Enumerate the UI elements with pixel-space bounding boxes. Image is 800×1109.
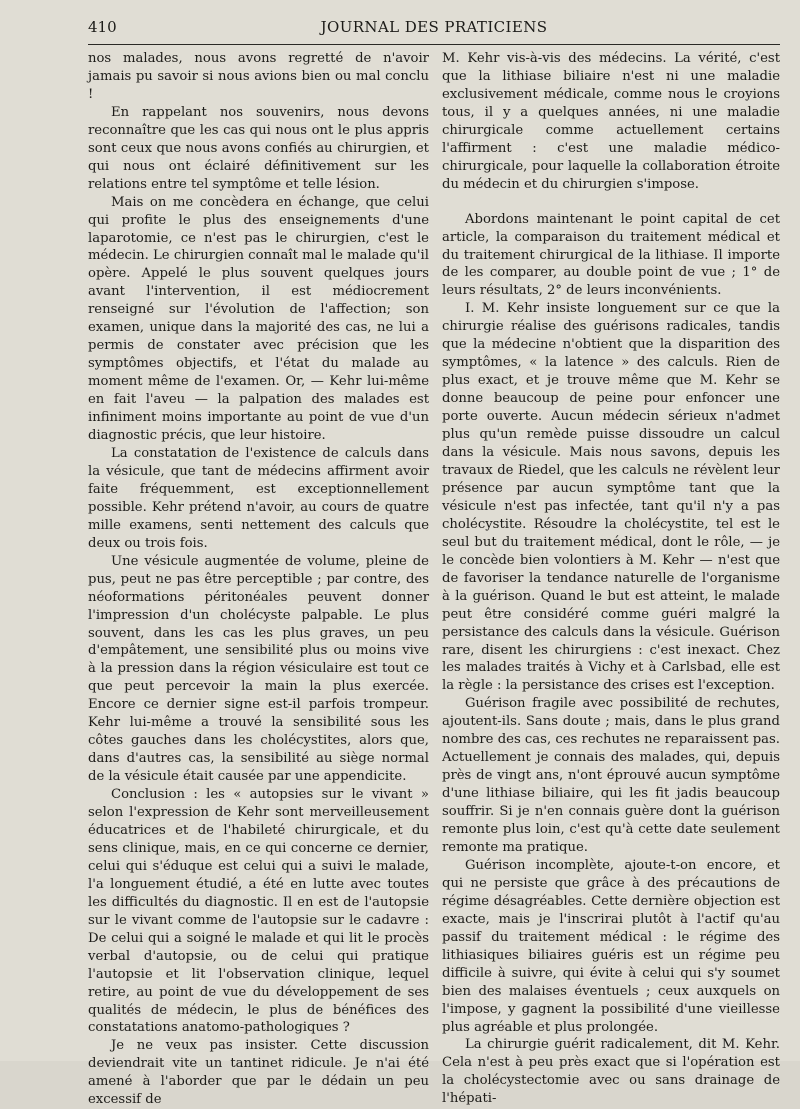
paragraph: Guérison fragile avec possibilité de rechutes, ajoutent-ils. Sans doute ; mais, dans le plus grand nombre des cas, ces rechutes ne reparaissent pas. Actuellement je connais des malades, qui, depuis près de vingt ans, n'ont éprouvé aucun symptôme d'une lithiase biliaire, qui les fit jadis beaucoup souffrir. Si je n'en connais guère dont la guérison remonte plus loin, c'est qu'à cette date seulement remonte ma pratique. (442, 696, 780, 855)
paragraph: I. M. Kehr insiste longuement sur ce que la chirurgie réalise des guérisons radicales, tandis que la médecine n'obtient que la disparition des symptômes, « la latence » des calculs. Rien de plus exact, et je trouve même que M. Kehr se donne beaucoup de peine pour enfoncer une porte ouverte. Aucun médecin sérieux n'admet plus qu'un remède puisse dissoudre un calcul dans la vésicule. Mais nous savons, depuis les travaux de Riedel, que les calculs ne révèlent leur présence par aucun symptôme tant que la vésicule n'est pas infectée, tant qu'il n'y a pas cholécystite. Résoudre la cholécystite, tel est le seul but du traitement médical, dont le rôle, — je le concède bien volontiers à M. Kehr — n'est que de favoriser la tendance naturelle de l'organisme à la guérison. Quand le but est atteint, le malade peut être considéré comme guéri malgré la persistance des calculs dans la vésicule. Guérison rare, disent les chirurgiens : c'est inexact. Chez les malades traités à Vichy et à Carlsbad, elle est la règle : la persistance des crises est l'exception. (442, 301, 780, 694)
left-column (88, 50, 429, 1108)
paragraph: Abordons maintenant le point capital de cet article, la comparaison du traitement médical et du traitement chirurgical de la lithiase. Il importe de les comparer, au double point de vue ; 1° de leurs résultats, 2° de leurs inconvénients. (442, 211, 780, 299)
paragraph: M. Kehr vis-à-vis des médecins. La vérité, c'est que la lithiase biliaire n'est ni une maladie exclusivement médicale, comme nous le croyions tous, il y a quelques années, ni une maladie chirurgicale comme actuellement certains l'affirment : c'est une maladie médico-chirurgicale, pour laquelle la collaboration étroite du médecin et du chirurgien s'impose. (442, 51, 780, 192)
paragraph: Mais on me concèdera en échange, que celui qui profite le plus des enseignements d'une laparotomie, ce n'est pas le chirurgien, c'est le médecin. Le chirurgien connaît mal le malade qu'il opère. Appelé le plus souvent quelques jours avant l'intervention, il est médiocrement renseigné sur l'évolution de l'affection; son examen, unique dans la majorité des cas, ne lui a permis de constater avec précision que les symptômes objectifs, et l'état du malade au moment même de l'examen. Or, — Kehr lui-même en fait l'aveu — la palpation des malades est infiniment moins importante au point de vue d'un diagnostic précis, que leur histoire. (88, 194, 429, 444)
running-title: JOURNAL DES PRATICIENS (320, 18, 548, 36)
page-header (88, 18, 780, 44)
paragraph: La chirurgie guérit radicalement, dit M. Kehr. Cela n'est à peu près exact que si l'opération est la cholécystectomie avec ou sans drainage de l'hépati- (442, 1037, 780, 1107)
paragraph: nos malades, nous avons regretté de n'avoir jamais pu savoir si nous avions bien ou mal conclu ! (88, 51, 429, 102)
paragraph: Une vésicule augmentée de volume, pleine de pus, peut ne pas être perceptible ; par contre, des néoformations péritonéales peuvent donner l'impression d'un cholécyste palpable. Le plus souvent, dans les cas les plus graves, un peu d'empâtement, une sensibilité plus ou moins vive à la pression dans la région vésiculaire est tout ce que peut percevoir la main la plus exercée. Encore ce dernier signe est-il parfois trompeur. Kehr lui-même a trouvé la sensibilité sous les côtes gauches dans les cholécystites, alors que, dans d'autres cas, la sensibilité au siège normal de la vésicule était causée par une appendicite. (88, 553, 429, 785)
header-rule (88, 44, 780, 45)
paragraph: En rappelant nos souvenirs, nous devons reconnaître que les cas qui nous ont le plus appris sont ceux que nous avons confiés au chirurgien, et qui nous ont éclairé définitivement sur les relations entre tel symptôme et telle lésion. (88, 104, 429, 192)
paragraph: Conclusion : les « autopsies sur le vivant » selon l'expression de Kehr sont merveilleusement éducatrices et de l'habileté chirurgicale, et du sens clinique, mais, en ce qui concerne ce dernier, celui qui s'éduque est celui qui a suivi le malade, l'a longuement étudié, a été en lutte avec toutes les difficultés du diagnostic. Il en est de l'autopsie sur le vivant comme de l'autopsie sur le cadavre : De celui qui a soigné le malade et qui lit le procès verbal d'autopsie, ou de celui qui pratique l'autopsie et lit l'observation clinique, lequel retire, au point de vue du développement de ses qualités de médecin, le plus de bénéfices des constatations anatomo-pathologiques ? (88, 787, 429, 1036)
paragraph: La constatation de l'existence de calculs dans la vésicule, que tant de médecins affirment avoir faite fréquemment, est exceptionnellement possible. Kehr prétend n'avoir, au cours de quatre mille examens, senti nettement des calculs que deux ou trois fois. (88, 445, 429, 551)
paragraph: Je ne veux pas insister. Cette discussion deviendrait vite un tantinet ridicule. Je n'ai été amené à l'aborder que par le dédain un peu excessif de (88, 1038, 429, 1108)
paragraph: Guérison incomplète, ajoute-t-on encore, et qui ne persiste que grâce à des précautions de régime désagréables. Cette dernière objection est exacte, mais je l'inscrirai plutôt à l'actif qu'au passif du traitement médical : le régime des lithiasiques biliaires guéris est un régime peu difficile à suivre, qui évite à celui qui s'y soumet bien des malaises éventuels ; ceux auxquels on l'impose, y gagnent la possibilité d'une vieillesse plus agréable et plus prolongée. (442, 857, 780, 1035)
right-column (442, 50, 780, 1107)
page-number: 410 (88, 18, 117, 36)
